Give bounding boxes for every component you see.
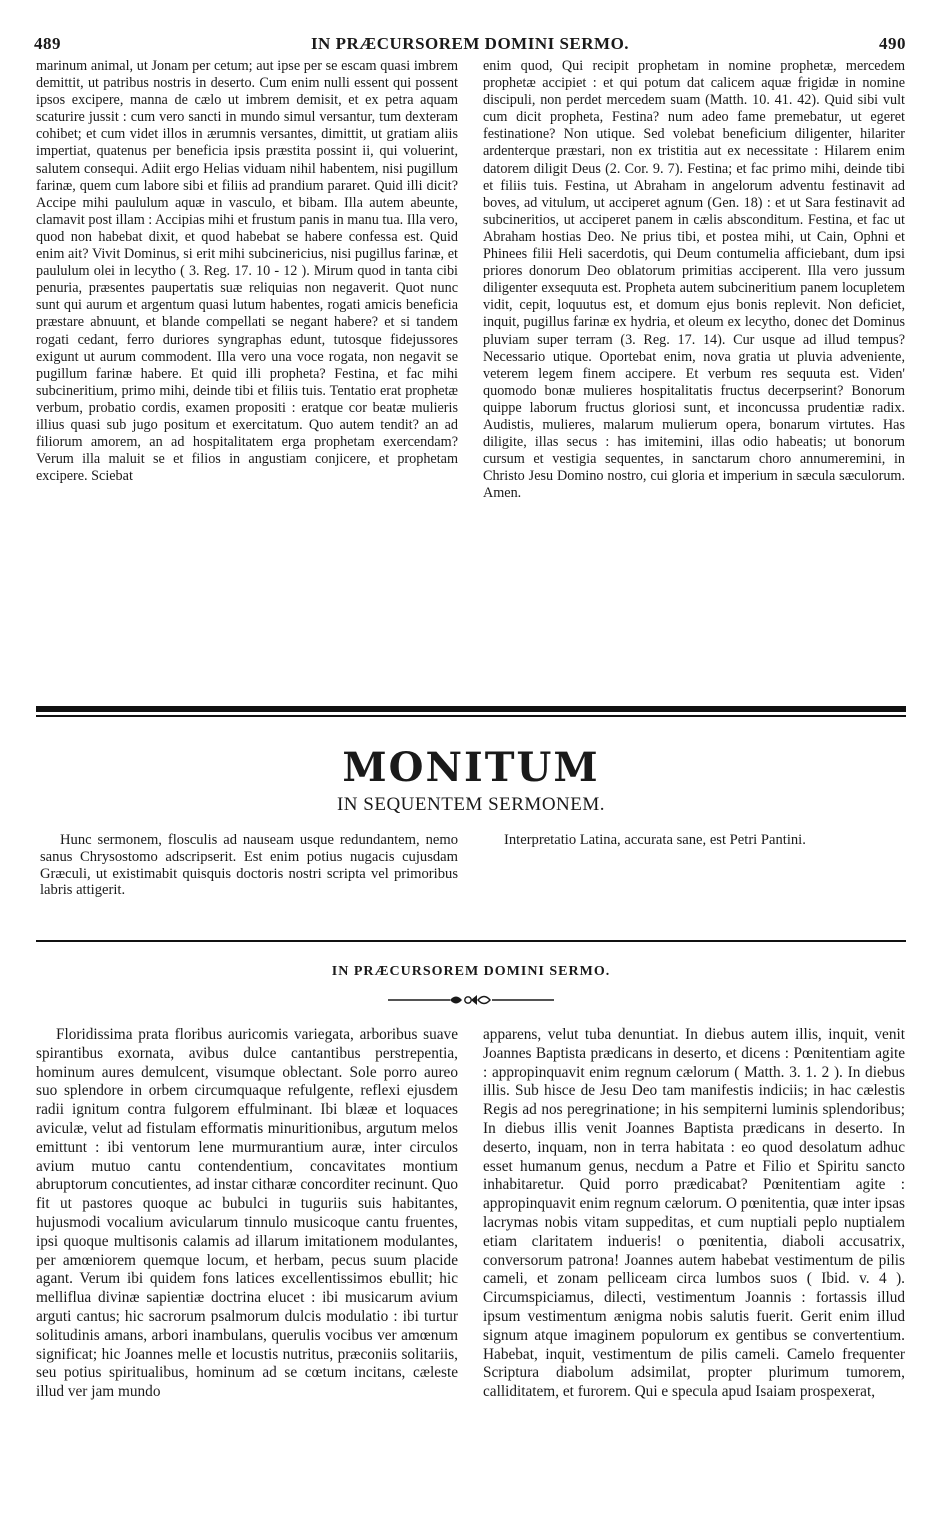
- ornament-divider-icon: [388, 990, 554, 1010]
- sermon-right-text: apparens, velut tuba denuntiat. In diebus autem illis, inquit, venit Joannes Baptista prædicans in deserto, et dicens : Pœnitentiam agite : appropinquavit enim regnum cælorum ( Matth. 3. 1. 2 ). In diebus illis. Sub hisce de Jesu Deo tam manifestis indiciis; in hac cælestis Regis ad nos peregrinatione; in his sempiterni luminis splendoribus; In diebus illis venit Joannes Baptista prædicans in deserto. In deserto, inquam, non in terra habitata : eo quod desolatum adhuc esset humanum genus, necdum a Patre et Filio et Spiritu sancto inhabitaretur. Quid porro prædicabat? Pœnitentiam agite : appropinquavit enim regnum cælorum. O pœnitentia, quæ inter ipsas lacrymas nobis vitam suppeditas, et cum nuptiali peplo nuptialem etiam claritatem indueris! o pœnitentia, diaboli accusatrix, conversorum patrona! Joannes autem habebat vestimentum de pilis cameli, et zonam pelliceam circa lumbos suos ( Ibid. v. 4 ). Circumspiciamus, dilecti, vestimentum Joannis : fortassis illud ipsum vestimentum ænigma nobis salutis fuerit. Gerit enim illud signum atque imaginem populorum ex gentibus se convertentium. Habebat, inquit, vestimentum de pilis cameli. Camelo frequenter Scriptura diabolum adsimilat, propter plurimum tumorem, calliditatem, et furorem. Qui e specula apud Isaiam prospexerat,: [483, 1026, 905, 1401]
- sermon-title: IN PRÆCURSOREM DOMINI SERMO.: [331, 964, 611, 979]
- top-right-text: enim quod, Qui recipit prophetam in nomine prophetæ, mercedem prophetæ accipiet : et qui potum dat calicem aquæ frigidæ in nomine discipuli, non perdet mercedem suam (Matth. 10. 41. 42). Quid sibi vult cum dicit propheta, Festina? num adeo fame premebatur, ut egeret festinatione? Non utique. Sed volebat beneficium diligenter, hilariter ardenterque præstari, non ex tristitia aut ex necessitate : Hilarem enim datorem diligit Deus (2. Cor. 9. 7). Festina; et fac primo mihi, deinde tibi et filiis tuis. Festina, ut Abraham in angelorum adventu festinavit ad boves, ad vitulum, ut acciperet agnum (Gen. 18) : et ut Sara festinavit ad subcineritios, ut acciperet panem in cælis absconditum. Festina, et fac ut Abraham hostias Deo. Ne prius tibi, et postea mihi, ut Cain, Ophni et Phinees filii Heli sacerdotis, qui Deum contumelia afficiebant, dum ipsi priores donorum Deo oblatorum primitias acciperent. Illa vero jussum diligenter exsequuta est. Propheta autem subcineritium panem locupletem vidit, cepit, loquutus est, et domum ejus bonis replevit. Non deficiet, inquit, pugillus farinæ ex hydria, et oleum ex lecytho, donec det Dominus pluviam super terram (3. Reg. 17. 14). Cur usque ad illud tempus? Necessario utique. Oportebat enim, nova gratia ut pluvia adveniente, veterem legem finem accipere. Et verbum res sequuta est. Viden' quomodo bonæ mulieres hospitalitatis fructus decerpserint? Bonorum quippe laborum fructus gloriosi sunt, et inconcussa prudentiæ radix. Audistis, mulieres, malarum mulierum opera, bonarum virtutes. Has diligite, illas secus : has imitemini, illas odio habeatis; ut bonorum cursum et vestigia sequentes, in sanctarum choro annumeremini, in Christo Jesu Domino nostro, cui gloria et imperium in sæcula sæculorum. Amen.: [483, 58, 905, 502]
- sermon-left-text: Floridissima prata floribus auricomis variegata, arboribus suave spirantibus exornata, avibus dulce cantantibus perstrepentia, hominum aures demulcent, visumque oblectant. Sole porro aureo suo splendore in orbem circumquaque refulgente, reflexi ejusdem radii ignitum contra fulgorem effulminant. Ibi blææ et loquaces aviculæ, velut ad fistulam efformatis minuritionibus, argutum melos emittunt : ibi ventorum lene murmurantium auræ, inter circulos avium mutuo cantu contendentium, concavitates montium abruptorum concutientes, ad instar citharæ concorditer recinunt. Quo fit ut pastores quoque ac bubulci in tuguriis suis habitantes, hujusmodi vocalium avicularum tinnulo musicoque cantu fruentes, ipsi quoque multisonis calamis ad illarum imitationem modulantes, per amœniorem quemque locum, et herbam, pecus suum placide agant. Verum ibi quidem fons latices excellentissimos ebullit; hic melliflua divinæ sapientiæ doctrina elucet : ibi musicarum avium arguti cantus; hic sacrorum psalmorum dulcis modulatio : ibi turtur solitudinis amans, arbori inambulans, querulis vocibus ver amœnum significat; hic Joannes melle et locustis nutritus, præconiis solitariis, seu potius spiritualibus, hominum ad se cœtum incitans, cæleste illud ver jam mundo: [36, 1026, 458, 1401]
- monitum-title: MONITUM: [342, 744, 600, 791]
- monitum-subtitle: IN SEQUENTEM SERMONEM.: [336, 794, 606, 815]
- monitum-right-text: Interpretatio Latina, accurata sane, est Petri Pantini.: [504, 832, 806, 848]
- sermon-column-right: [483, 1026, 905, 1526]
- top-column-left: [36, 58, 458, 698]
- running-title: IN PRÆCURSOREM DOMINI SERMO.: [310, 34, 630, 53]
- top-left-text: marinum animal, ut Jonam per cetum; aut ipse per se escam quasi imbrem demittit, ut patribus nostris in deserto. Cum enim nulli essent qui possent ipsos excipere, manna de cælo ut imbrem demisit, et ex petra aquam scaturire jussit : cum vero sancti in mundo simul versantur, tum dexteram cohibet; et cum videt illos in ærumnis versantes, dimittit, ut gratiam aliis impertiat, quatenus per beneficia ipsis præstita possint ii, qui voluerint, salutem consequi. Adiit ergo Helias viduam nihil habentem, nisi pugillum farinæ, quem cum labore sibi et filiis ad prandium pararet. Quid illi dicit? Accipe mihi paululum aquæ in vasculo, et bibam. Illa autem abeunte, clamavit post illam : Accipias mihi et frustum panis in manu tua. Illa vero, quod non habebat dixit, et quod habebat se habere confessa est. Quid enim ait? Vivit Dominus, si erit mihi subcinericius, nisi pugillus farinæ, et paululum olei in lecytho ( 3. Reg. 17. 10 - 12 ). Mirum quod in tanta cibi penuria, præsentes paupertatis suæ reliquias non negaverit. Quot nunc sunt qui aurum et argentum quasi lutum habentes, rogati amicis beneficia præstare abnuunt, et blande compellati se negant habere? et si tandem rogati cedant, ferro duriores syngraphas edunt, tutosque fidejussores exigunt ut aurum commodent. Illa vero una voce rogata, non negavit se pugillum farinæ habere. Et quid illi propheta? Festina, et fac mihi subcineritium, primo mihi, deinde tibi et filiis tuis. Tentatio erat prophetæ verbum, probatio cordis, examen propositi : eratque cor beatæ mulieris illius quasi sub jugo positum et exercitatum. Quo autem tendit? an ad filiorum amorem, an ad hospitalitatem erga prophetam exercendam? Verum illa maluit se et filios in angustiam conjicere, et prophetam excipere. Sciebat: [36, 58, 458, 485]
- section-rule-thick: [36, 706, 906, 712]
- monitum-column-right: [484, 832, 904, 932]
- page-number-left: 489: [34, 34, 61, 53]
- top-column-right: [483, 58, 905, 698]
- monitum-left-text: Hunc sermonem, flosculis ad nauseam usque redundantem, nemo sanus Chrysostomo adscripserit. Est enim potius nugacis cujusdam Græculi, ut existimabit quisquis doctoris nostri scripta vel primoribus labris attigerit.: [40, 832, 458, 899]
- section-rule-thin: [36, 715, 906, 717]
- page-number-right: 490: [879, 34, 906, 53]
- running-head: [34, 34, 906, 58]
- sermon-column-left: [36, 1026, 458, 1526]
- monitum-column-left: [40, 832, 458, 932]
- monitum-bottom-rule: [36, 940, 906, 942]
